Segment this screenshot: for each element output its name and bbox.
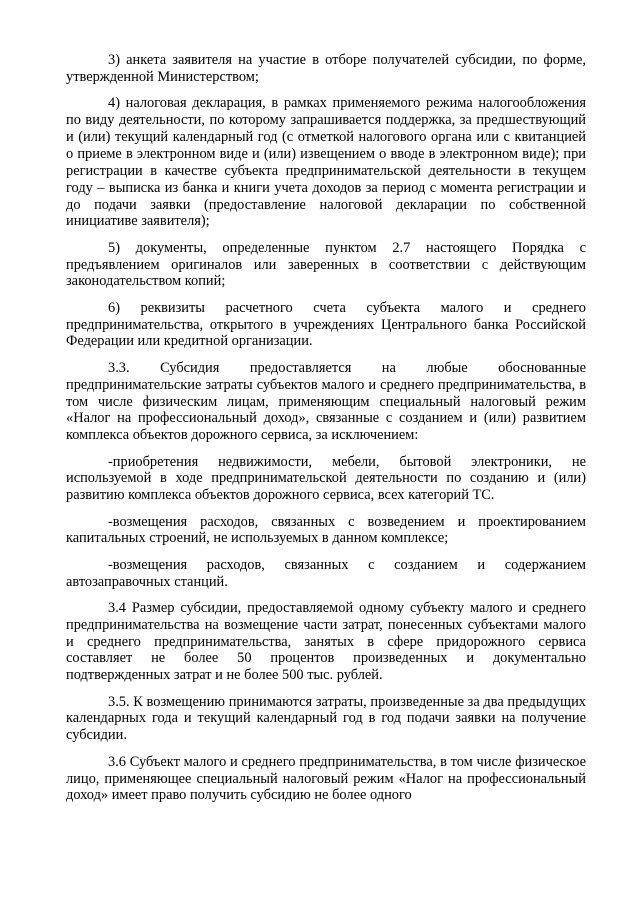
paragraph-exclusion-fuel-stations: -возмещения расходов, связанных с созданием и содержанием автозаправочных станций. (66, 556, 586, 590)
paragraph-clause-3-4: 3.4 Размер субсидии, предоставляемой одному субъекту малого и среднего предпринимательства на возмещение части затрат, понесенных субъектами малого и среднего предпринимательства, занятых в сфере придорожного сервиса составляет не более 50 процентов произведенных и документально подтвержденных затрат и не более 500 тыс. рублей. (66, 599, 586, 684)
paragraph-exclusion-construction: -возмещения расходов, связанных с возведением и проектированием капитальных строений, не используемых в данном комплексе; (66, 513, 586, 547)
paragraph-clause-3-6: 3.6 Субъект малого и среднего предпринимательства, в том числе физическое лицо, применяющее специальный налоговый режим «Налог на профессиональный доход» имеет право получить субсидию не более одного (66, 753, 586, 804)
paragraph-item-5-documents: 5) документы, определенные пунктом 2.7 настоящего Порядка с предъявлением оригиналов или заверенных в соответствии с действующим законодательством копий; (66, 239, 586, 290)
paragraph-item-6-bank-details: 6) реквизиты расчетного счета субъекта малого и среднего предпринимательства, открытого в учреждениях Центрального банка Российской Федерации или кредитной организации. (66, 299, 586, 350)
document-page (66, 52, 586, 814)
paragraph-item-4-tax-declaration: 4) налоговая декларация, в рамках применяемого режима налогообложения по виду деятельности, по которому запрашивается поддержка, за предшествующий и (или) текущий календарный год (с отметкой налогового органа или с квитанцией о приеме в электронном виде и (или) извещением о вводе в электронном виде); при регистрации в качестве субъекта предпринимательской деятельности в текущем году – выписка из банка и книги учета доходов за период с момента регистрации и до подачи заявки (предоставление налоговой декларации по собственной инициативе заявителя); (66, 95, 586, 230)
paragraph-exclusion-property: -приобретения недвижимости, мебели, бытовой электроники, не используемой в ходе предпринимательской деятельности по созданию и (или) развитию комплекса объектов дорожного сервиса, всех категорий ТС. (66, 453, 586, 504)
paragraph-clause-3-5: 3.5. К возмещению принимаются затраты, произведенные за два предыдущих календарных года и текущий календарный год в год подачи заявки на получение субсидии. (66, 693, 586, 744)
paragraph-clause-3-3: 3.3. Субсидия предоставляется на любые обоснованные предпринимательские затраты субъектов малого и среднего предпринимательства, в том числе физическим лицам, применяющим специальный налоговый режим «Налог на профессиональный доход», связанные с созданием и (или) развитием комплекса объектов дорожного сервиса, за исключением: (66, 359, 586, 444)
paragraph-item-3-application-form: 3) анкета заявителя на участие в отборе получателей субсидии, по форме, утвержденной Министерством; (66, 52, 586, 85)
